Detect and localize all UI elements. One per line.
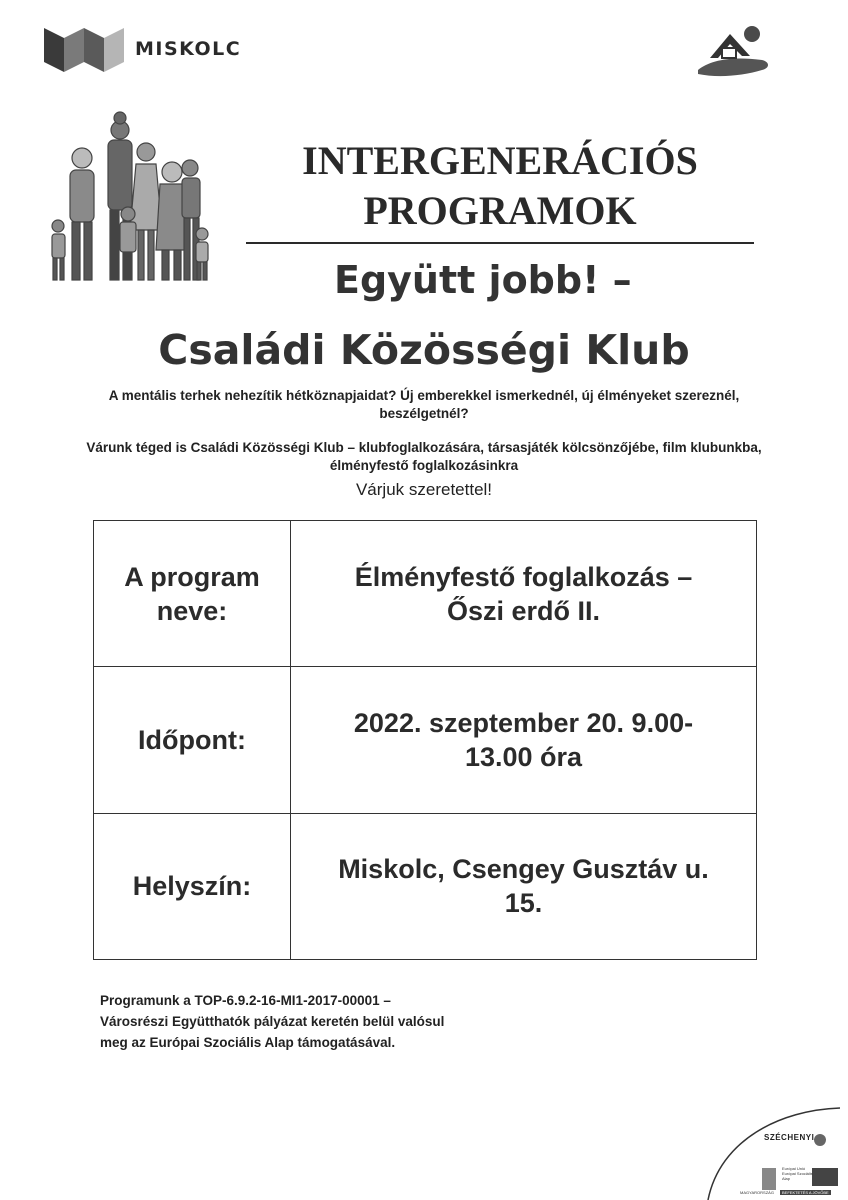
title-line-2: PROGRAMOK xyxy=(363,188,637,233)
funding-note-line: Programunk a TOP-6.9.2-16-MI1-2017-00001 – xyxy=(100,993,391,1008)
eu-label xyxy=(782,1166,813,1181)
location-value xyxy=(291,813,757,959)
label-line: A program xyxy=(124,561,260,592)
value-line: Őszi erdő II. xyxy=(446,595,601,626)
program-name-value xyxy=(291,521,757,667)
intro-invite-line-1: Várunk téged is Családi Közösségi Klub – klubfoglalkozására, társasjáték kölcsönzőjébe, film klubunkba, xyxy=(86,440,762,455)
intro-invite-line-2: élményfestő foglalkozásinkra xyxy=(329,458,519,473)
szechenyi-badge xyxy=(700,1100,848,1200)
intro-question-line-1: A mentális terhek nehezítik hétköznapjaidat? Új emberekkel ismerkednél, új élményeket szereznél, xyxy=(108,388,740,403)
intro-question-line-2: beszélgetnél? xyxy=(379,406,469,421)
value-line: Élményfestő foglalkozás – xyxy=(354,561,693,592)
date-label xyxy=(94,667,291,813)
corner-logo xyxy=(692,22,772,80)
eu-line: Európai Unió xyxy=(782,1166,806,1171)
title-underline xyxy=(246,242,754,244)
program-name-label xyxy=(94,521,291,667)
city-name: MISKOLC xyxy=(135,38,242,60)
eu-line: Alap xyxy=(782,1176,791,1181)
closing-text: Várjuk szeretettel! xyxy=(355,480,493,499)
subtitle-line-2: Családi Közösségi Klub xyxy=(158,326,690,374)
family-group-icon xyxy=(48,110,210,288)
family-illustration xyxy=(48,110,210,288)
szechenyi-arc-icon xyxy=(700,1100,848,1200)
value-line: 13.00 óra xyxy=(464,741,583,772)
table-row xyxy=(94,667,757,813)
miskolc-chevron-logo-icon xyxy=(44,28,124,72)
funding-note xyxy=(100,990,520,1053)
value-line: Miskolc, Csengey Gusztáv u. xyxy=(338,854,709,885)
subtitle-line-1: Együtt jobb! – xyxy=(334,258,632,302)
title-line-1: INTERGENERÁCIÓS xyxy=(302,138,698,183)
label-line: Időpont: xyxy=(138,724,246,755)
investment-label: BEFEKTETÉS A JÖVŐBE xyxy=(782,1190,829,1195)
date-value xyxy=(291,667,757,813)
funding-note-line: Városrészi Együtthatók pályázat keretén belül valósul xyxy=(100,1014,445,1029)
value-line: 2022. szeptember 20. 9.00- xyxy=(353,707,694,738)
funding-note-line: meg az Európai Szociális Alap támogatásával. xyxy=(100,1035,396,1050)
hungary-label: MAGYARORSZÁG xyxy=(740,1190,774,1195)
label-line: Helyszín: xyxy=(132,871,252,902)
program-info-table xyxy=(93,520,757,960)
table-row xyxy=(94,521,757,667)
szechenyi-label: SZÉCHENYI xyxy=(764,1133,815,1142)
location-label xyxy=(94,813,291,959)
eu-line: Európai Szociális xyxy=(782,1171,813,1176)
miskolc-logo xyxy=(44,28,124,72)
value-line: 15. xyxy=(504,888,543,919)
table-row xyxy=(94,813,757,959)
label-line: neve: xyxy=(156,595,228,626)
hand-house-logo-icon xyxy=(692,22,772,80)
